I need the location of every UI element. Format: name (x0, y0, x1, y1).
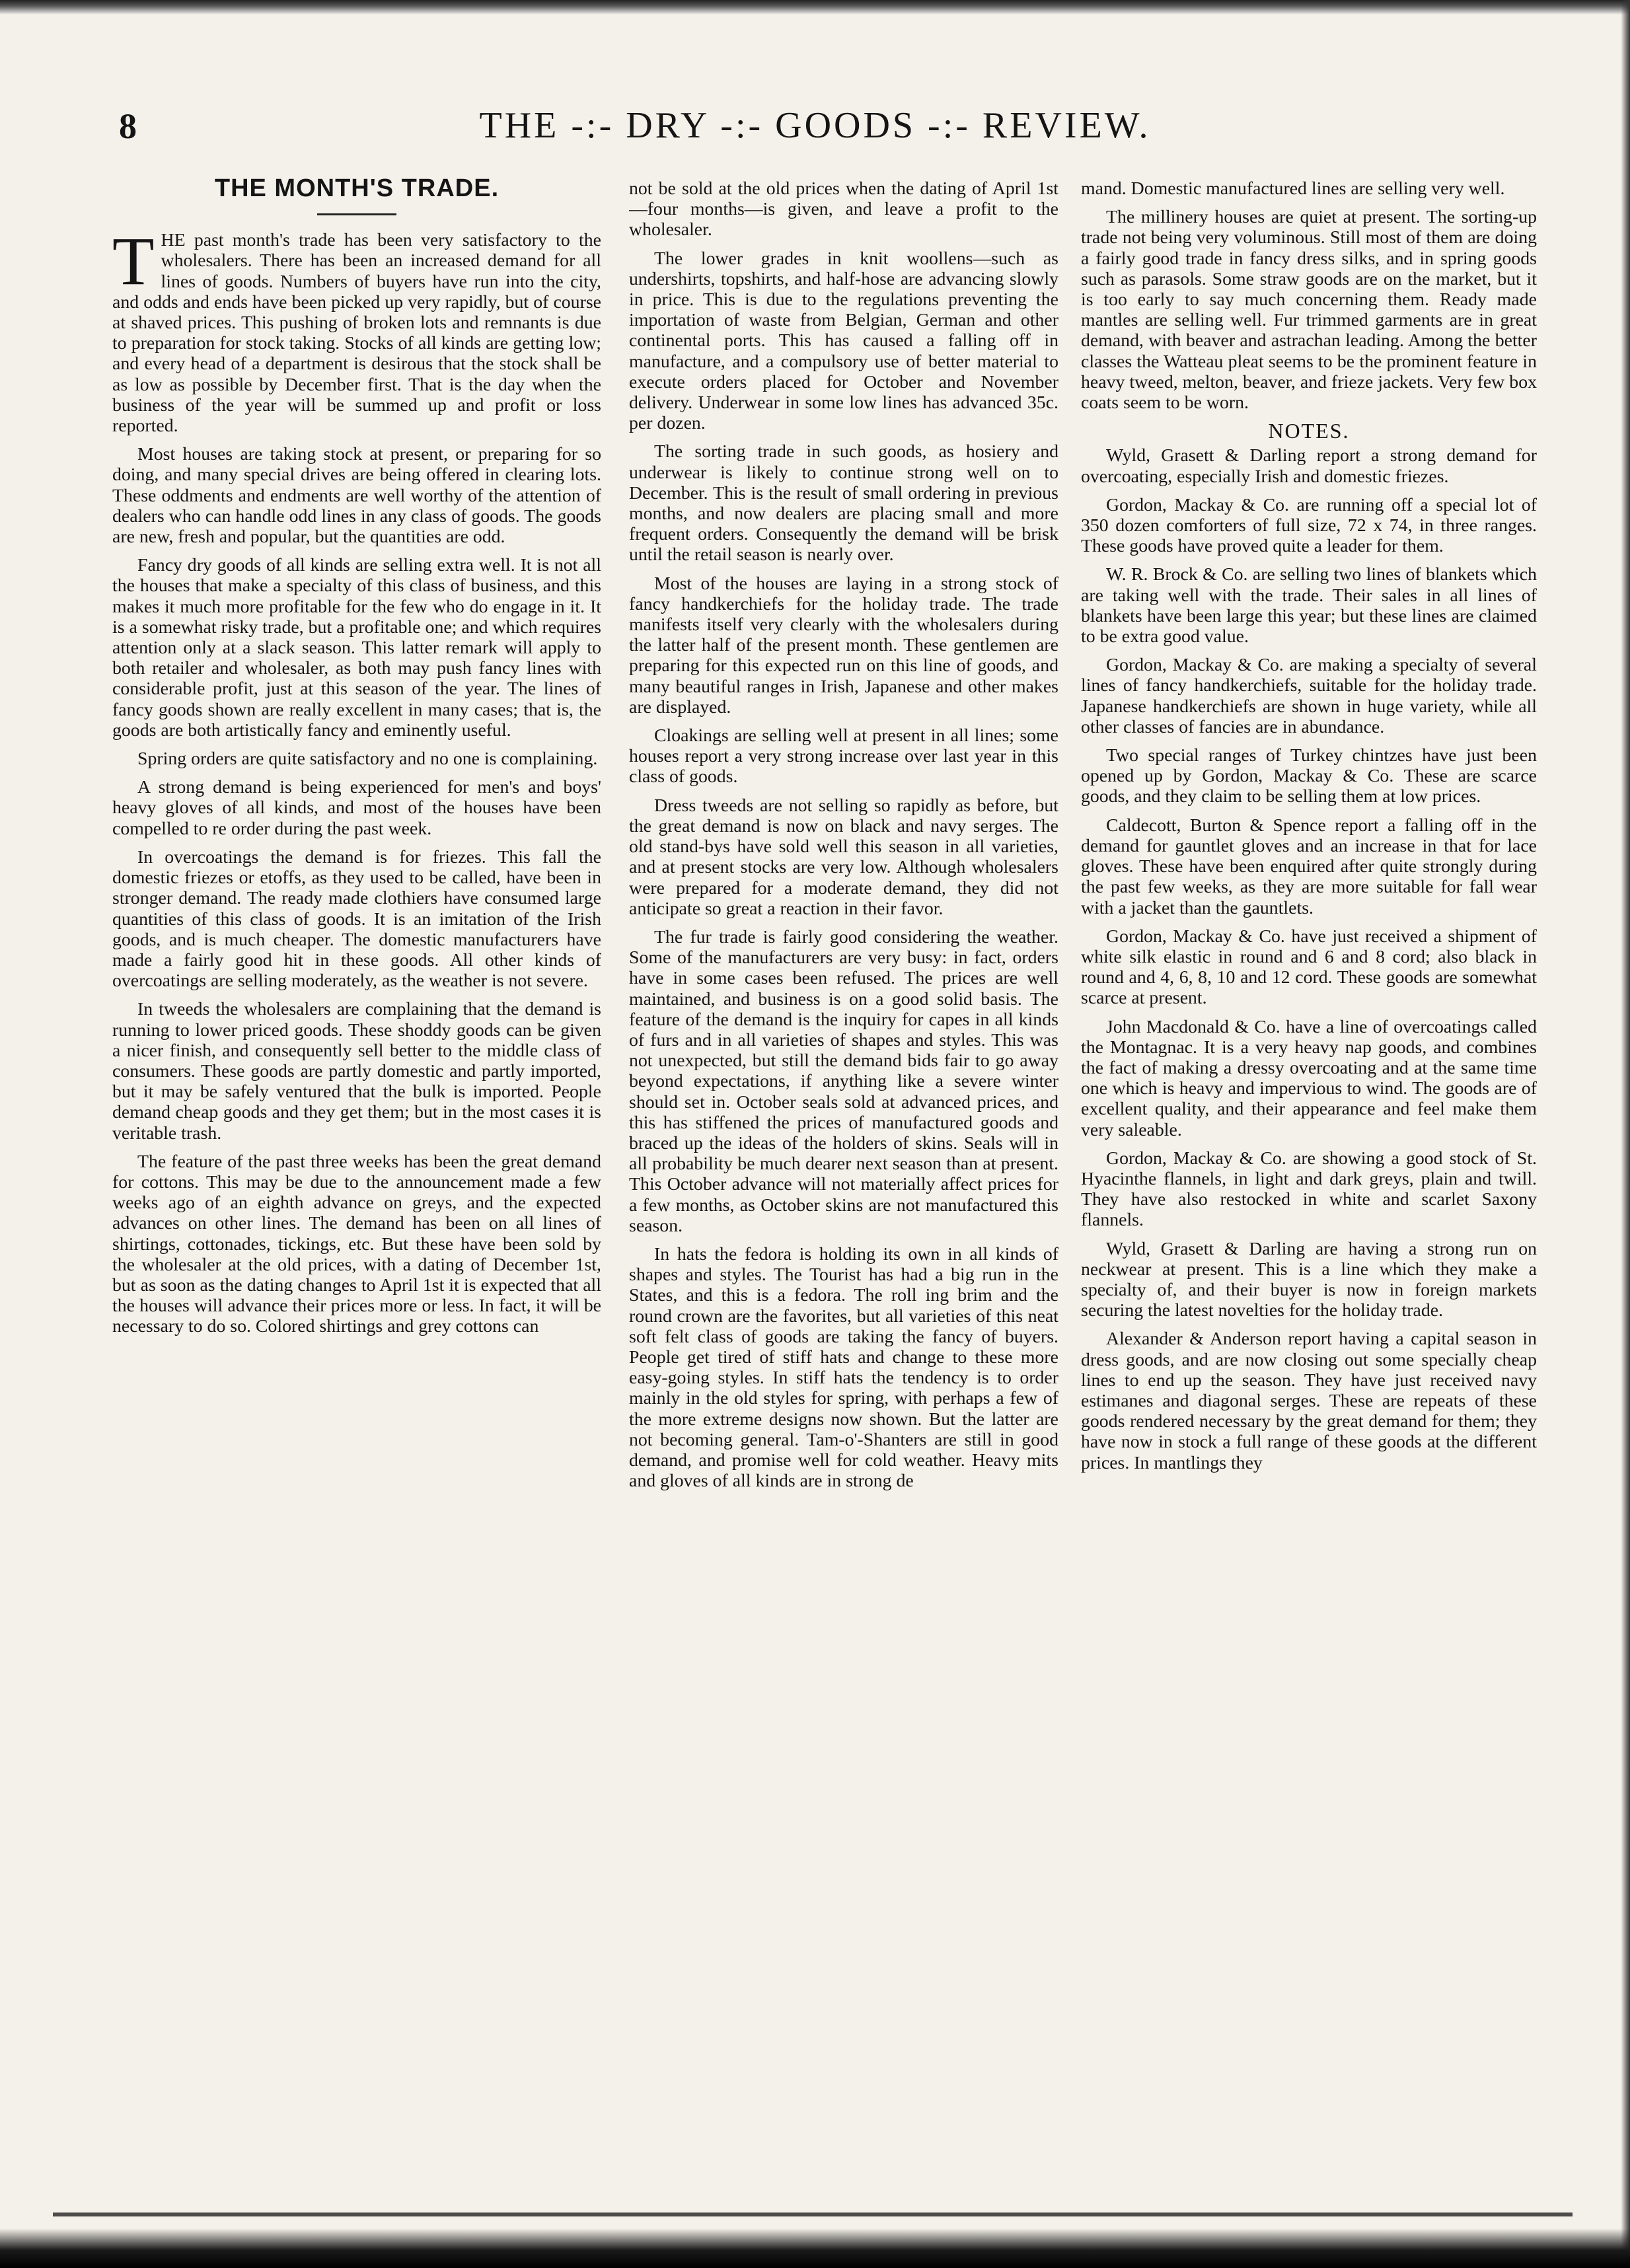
paragraph: The feature of the past three weeks has been the great demand for cottons. This may be due to the announcement made a few weeks ago of an eighth advance on greys, and the expected advances on other lines. The demand has been on all lines of shirtings, cottonades, tickings, etc. But these have been sold by the wholesaler at the old prices, with a dating of December 1st, but as soon as the dating changes to April 1st it is expected that all the houses will advance their prices more or less. In fact, it will be necessary to do so. Colored shirtings and grey cottons can (112, 1151, 601, 1337)
paragraph: Most of the houses are laying in a strong stock of fancy handkerchiefs for the holiday trade. The trade manifests itself very clearly with the wholesalers during the latter half of the present month. These gentlemen are preparing for this expected run on this line of goods, and many beautiful ranges in Irish, Japanese and other makes are displayed. (629, 573, 1058, 717)
paragraph: The sorting trade in such goods, as hosiery and underwear is likely to continue strong well on to December. This is the result of small ordering in previous months, and now dealers are placing small and more frequent orders. Consequently the demand will be brisk until the retail season is nearly over. (629, 441, 1058, 566)
paragraph: A strong demand is being experienced for men's and boys' heavy gloves of all kinds, and most of the houses have been compelled to re order during the past week. (112, 777, 601, 839)
drop-cap: T (112, 223, 155, 300)
article-headline: THE MONTH'S TRADE. (214, 178, 500, 202)
paragraph: Most houses are taking stock at present, or preparing for so doing, and many special drives are being offered in clearing lots. These oddments and endments are well worthy of the attention of dealers who can handle odd lines in any class of goods. The goods are new, fresh and popular, but the quantities are odd. (112, 444, 601, 548)
note-item: W. R. Brock & Co. are selling two lines of blankets which are taking well with the trade. Their sales in all lines of blankets have been large this year; but these lines are claimed to be extra good value. (1081, 564, 1537, 647)
paragraph: Spring orders are quite satisfactory and no one is complaining. (137, 749, 598, 770)
note-item: Gordon, Mackay & Co. are showing a good stock of St. Hyacinthe flannels, in light and dark greys, plain and twill. They have also restocked in white and scarlet Saxony flannels. (1081, 1148, 1537, 1231)
lead-paragraph-text: HE past month's trade has been very satisfactory to the wholesalers. There has been an increased demand for all lines of goods. Numbers of buyers have run into the city, and odds and ends have been picked up very rapidly, but of course at shaved prices. This pushing of broken lots and remnants is due to preparation for stock taking. Stocks of all kinds are getting low; and every head of a department is desirous that the stock shall be as low as possible by December first. That is the day when the business of the year will be summed up and profit or loss reported. (112, 230, 601, 437)
paragraph: mand. Domestic manufactured lines are selling very well. (1081, 178, 1505, 199)
column-2 (629, 178, 1058, 2180)
paragraph: Cloakings are selling well at present in all lines; some houses report a very strong increase over last year in this class of goods. (629, 725, 1058, 787)
note-item: Gordon, Mackay & Co. are running off a special lot of 350 dozen comforters of full size, 72 x 74, in three ranges. These goods have proved quite a leader for them. (1081, 494, 1537, 557)
paragraph: The fur trade is fairly good considering the weather. Some of the manufacturers are very busy: in fact, orders have in some cases been refused. The prices are well maintained, and business is on a good solid basis. The feature of the demand is the inquiry for capes in all kinds of furs and in all varieties of shapes and styles. This was not unexpected, but still the demand bids fair to go away beyond expectations, if anything like a severe winter should set in. October seals sold at advanced prices, and this has stiffened the prices of manufactured goods and braced up the ideas of the holders of skins. Seals will in all probability be much dearer next season than at present. This October advance will not materially affect prices for a few months, as October skins are not manufactured this season. (629, 926, 1058, 1236)
running-title: THE -:- DRY -:- GOODS -:- REVIEW. (479, 105, 1151, 146)
scan-border-bottom (0, 2228, 1630, 2268)
paragraph: In tweeds the wholesalers are complaining that the demand is running to lower priced goods. These shoddy goods can be given a nicer finish, and consequently sell better to the middle class of consumers. These goods are partly domestic and partly imported, but it may be safely ventured that the bulk is imported. People demand cheap goods and they get them; but in the most cases it is veritable trash. (112, 999, 601, 1144)
note-item: Caldecott, Burton & Spence report a falling off in the demand for gauntlet gloves and an increase in that for lace gloves. These have been enquired after quite strongly during the past few weeks, as they are more suitable for fall wear with a jacket than the gauntlets. (1081, 815, 1537, 918)
page-number: 8 (119, 106, 137, 146)
page-header (0, 99, 1630, 159)
note-item: Wyld, Grasett & Darling are having a strong run on neckwear at present. This is a line which they make a specialty of, and their buyer is now in foreign markets securing the latest novelties for the holiday trade. (1081, 1238, 1537, 1321)
paragraph: Fancy dry goods of all kinds are selling extra well. It is not all the houses that make a specialty of this class of business, and this makes it much more profitable for the few who do engage in it. It is a somewhat risky trade, but a profitable one; and which requires attention only at a slack season. This latter remark will apply to both retailer and wholesaler, as both may push fancy lines with considerable profit, just at this season of the year. The lines of fancy goods shown are really excellent in many cases; that is, the goods are both artistically fancy and eminently useful. (112, 555, 601, 741)
note-item: Two special ranges of Turkey chintzes have just been opened up by Gordon, Mackay & Co. These are scarce goods, and they claim to be selling them at low prices. (1081, 745, 1537, 807)
paragraph: The lower grades in knit woollens—such as undershirts, topshirts, and half-hose are advancing slowly in price. This is due to the regulations preventing the importation of waste from Belgian, German and other continental ports. This has caused a falling off in manufacture, and a compulsory use of better material to execute orders placed for October and November delivery. Underwear in some low lines has advanced 35c. per dozen. (629, 248, 1058, 434)
column-1 (112, 178, 601, 2180)
column-3 (1081, 178, 1537, 2180)
paragraph: In hats the fedora is holding its own in all kinds of shapes and styles. The Tourist has had a big run in the States, and this is a fedora. The roll ing brim and the round crown are the favorites, but all varieties of this neat soft felt class of goods are taking the fancy of buyers. People get tired of stiff hats and change to these more easy-going styles. In stiff hats the tendency is to order mainly in the old styles for spring, with perhaps a few of the more extreme designs now shown. But the latter are not becoming general. Tam-o'-Shanters are still in good demand, and promise well for cold weather. Heavy mits and gloves of all kinds are in strong de (629, 1243, 1058, 1492)
paragraph: Dress tweeds are not selling so rapidly as before, but the great demand is now on black and navy serges. The old stand-bys have sold well this season in all varieties, and at present stocks are very low. Although wholesalers were prepared for a moderate demand, they did not anticipate so great a reaction in their favor. (629, 795, 1058, 919)
paragraph: not be sold at the old prices when the dating of April 1st—four months—is given, and leave a profit to the wholesaler. (629, 178, 1058, 240)
lead-paragraph (112, 223, 601, 437)
paragraph: The millinery houses are quiet at present. The sorting-up trade not being very voluminous. Still most of them are doing a fairly good trade in fancy dress silks, and in spring goods such as parasols. Some straw goods are on the market, but it is too early to say much concerning them. Ready made mantles are selling well. Fur trimmed garments are in great demand, with beaver and astrachan leading. Among the better classes the Watteau pleat seems to be the prominent feature in heavy tweed, melton, beaver, and frieze jackets. Very few box coats seem to be worn. (1081, 207, 1537, 414)
note-item: Alexander & Anderson report having a capital season in dress goods, and are now closing out some specially cheap lines to end up the season. They have just received navy estimanes and diagonal serges. These are repeats of these goods rendered necessary by the great demand for them; they have now in stock a full range of these goods at the different prices. In mantlings they (1081, 1329, 1537, 1473)
paragraph: In overcoatings the demand is for friezes. This fall the domestic friezes or etoffs, as they used to be called, have been in stronger demand. The ready made clothiers have consumed large quantities of this class of goods. It is an imitation of the Irish goods, and is much cheaper. The domestic manufacturers have made a fairly good hit in these goods. All other kinds of overcoatings are selling moderately, as the weather is not severe. (112, 846, 601, 992)
note-item: Gordon, Mackay & Co. have just received a shipment of white silk elastic in round and 6 and 8 cord; also black in round and 4, 6, 8, 10 and 12 cord. These goods are somewhat scarce at present. (1081, 926, 1537, 1009)
scan-border-right (1621, 0, 1630, 2268)
scan-rule-bottom (53, 2213, 1573, 2216)
note-item: Gordon, Mackay & Co. are making a specialty of several lines of fancy handkerchiefs, suitable for the holiday trade. Japanese handkerchiefs are shown in huge variety, while all other classes of fancies are in abundance. (1081, 655, 1537, 737)
scan-border-top (0, 0, 1630, 15)
headline-rule (317, 213, 396, 215)
note-item: John Macdonald & Co. have a line of overcoatings called the Montagnac. It is a very heavy nap goods, and combines the fact of making a dressy overcoating and at the same time one which is heavy and impervious to wind. The goods are of excellent quality, and their appearance and feel make them very saleable. (1081, 1016, 1537, 1140)
note-item: Wyld, Grasett & Darling report a strong demand for overcoating, especially Irish and domestic friezes. (1081, 445, 1537, 487)
notes-heading: NOTES. (1268, 419, 1350, 443)
